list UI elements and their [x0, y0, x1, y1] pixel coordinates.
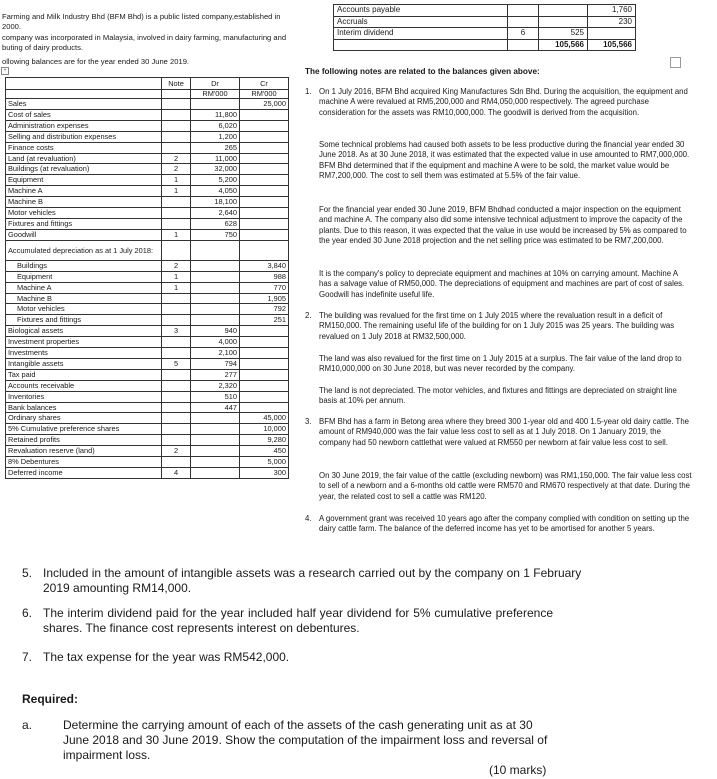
table-row — [6, 120, 289, 131]
table-row — [6, 315, 289, 326]
row-cr: 1,760 — [588, 5, 636, 17]
note-6-text: The interim dividend paid for the year included half year dividend for 5% cumulative preference shares. The finance cost represents interest on debentures. — [43, 606, 553, 635]
row-cr: 9,280 — [240, 435, 289, 446]
row-label: Selling and distribution expenses — [6, 131, 162, 142]
note-3-para-2: On 30 June 2019, the fair value of the cattle (excluding newborn) was RM1,150,000. The fair value less cost to sell of a newborn and a 6-months old cattle were RM570 and RM670 respectively at that date. During the year, the related cost to sell a cattle was RM120. — [319, 471, 692, 501]
total-dr: 105,566 — [539, 39, 588, 51]
row-label: Fixtures and fittings — [6, 315, 162, 326]
table-row — [6, 348, 289, 359]
row-label: Accounts receivable — [6, 380, 162, 391]
table-row — [6, 271, 289, 282]
row-dr: 628 — [191, 218, 240, 229]
row-label: Ordinary shares — [6, 413, 162, 424]
table-row — [6, 229, 289, 240]
required-heading: Required: — [22, 692, 79, 706]
table-row — [6, 99, 289, 110]
note-3-para-1: BFM Bhd has a farm in Betong area where they breed 300 1-year old and 400 1.5-year old dairy cattle. The amount of RM940,000 was the fair value less cost to sell as at 1 July 2018. On 1 January 2019, the company had 50 newborn cattlethat were valued at RM550 per newborn at fair value less cost to sell. — [319, 417, 689, 447]
row-label: Accruals — [334, 16, 508, 28]
row-note: 3 — [162, 326, 191, 337]
row-label: Investment properties — [6, 337, 162, 348]
note-1-para-1: On 1 July 2016, BFM Bhd acquired King Manufactures Sdn Bhd. During the acquisition, the equipment and machine A were revalued at RM5,200,000 and RM4,050,000 respectively. The agreed purchase consideration for the assets was RM10,000,000. The goodwill is derived from the acquisition. — [319, 87, 688, 117]
table-row — [6, 208, 289, 219]
note-header: Note — [162, 78, 191, 90]
row-note — [162, 413, 191, 424]
dr-header: Dr — [191, 78, 240, 90]
note-6-number: 6. — [22, 606, 33, 620]
row-label: Administration expenses — [6, 120, 162, 131]
note-1-para-4: It is the company's policy to depreciate equipment and machines at 10% on carrying amount. Machine A has a salvage value of RM50,000. The depreciations of equipment and machines are part of cost of sales. Goodwill has indefinite useful life. — [319, 269, 685, 299]
row-cr — [240, 348, 289, 359]
note-2-number: 2. — [305, 311, 312, 320]
row-cr — [240, 337, 289, 348]
row-label: Bank balances — [6, 402, 162, 413]
row-cr — [240, 186, 289, 197]
note-1-para-2: Some technical problems had caused both assets to be less productive during the financial year ended 30 June 2018. As at 30 June 2018, it was estimated that the expected value in use amounted to RM7,000,000. BFM Bhd determined that if the equipment and machine A were to be sold, the market value would be RM7,200,000. The cost to sell them was estimated at 5.5% of the fair value. — [319, 140, 690, 180]
note-3-number: 3. — [305, 417, 312, 426]
total-cr: 105,566 — [588, 39, 636, 51]
row-note — [162, 304, 191, 315]
row-note — [162, 348, 191, 359]
row-label: Machine B — [6, 197, 162, 208]
row-dr — [539, 16, 588, 28]
row-note — [162, 99, 191, 110]
row-cr — [240, 369, 289, 380]
row-label: Interim dividend — [334, 28, 508, 40]
row-dr — [539, 5, 588, 17]
row-note — [162, 208, 191, 219]
row-dr: 2,320 — [191, 380, 240, 391]
row-dr: 6,020 — [191, 120, 240, 131]
row-note — [162, 402, 191, 413]
notes-heading: The following notes are related to the balances given above: — [305, 67, 540, 76]
row-dr: 4,000 — [191, 337, 240, 348]
row-dr — [191, 424, 240, 435]
cr-unit: RM'000 — [240, 90, 289, 99]
table-row — [6, 391, 289, 402]
row-note — [162, 120, 191, 131]
row-label: Retained profits — [6, 435, 162, 446]
note-2-para-3: The land is not depreciated. The motor vehicles, and fixtures and fittings are depreciated on straight line basis at 10% per annum. — [319, 386, 677, 406]
row-label: Intangible assets — [6, 358, 162, 369]
row-note — [162, 142, 191, 153]
row-dr: 2,100 — [191, 348, 240, 359]
row-cr: 230 — [588, 16, 636, 28]
row-cr — [240, 164, 289, 175]
row-dr: 277 — [191, 369, 240, 380]
row-label: Sales — [6, 99, 162, 110]
row-label: Finance costs — [6, 142, 162, 153]
marks-label: (10 marks) — [489, 763, 547, 777]
row-note: 5 — [162, 358, 191, 369]
row-label: Goodwill — [6, 229, 162, 240]
note-5-text: Included in the amount of intangible assets was a research carried out by the company on 1 February 2019 amounting RM14,000. — [43, 566, 582, 595]
table-row — [6, 282, 289, 293]
row-note: 2 — [162, 446, 191, 457]
row-note: 1 — [162, 229, 191, 240]
row-cr — [240, 120, 289, 131]
row-cr: 10,000 — [240, 424, 289, 435]
row-dr: 11,000 — [191, 153, 240, 164]
row-dr — [191, 413, 240, 424]
table-row — [6, 218, 289, 229]
row-cr — [240, 402, 289, 413]
row-label: Machine A — [6, 186, 162, 197]
row-note: 4 — [162, 468, 191, 479]
row-label: Machine B — [6, 293, 162, 304]
row-note — [162, 424, 191, 435]
table-row — [6, 131, 289, 142]
row-label: Tax paid — [6, 369, 162, 380]
row-dr: 447 — [191, 402, 240, 413]
cr-header: Cr — [240, 78, 289, 90]
row-dr — [191, 315, 240, 326]
row-cr: 770 — [240, 282, 289, 293]
row-note — [162, 380, 191, 391]
row-dr — [191, 99, 240, 110]
row-cr — [240, 326, 289, 337]
row-cr — [240, 197, 289, 208]
row-cr: 1,905 — [240, 293, 289, 304]
row-note: 6 — [508, 28, 539, 40]
row-label: Equipment — [6, 271, 162, 282]
row-dr: 525 — [539, 28, 588, 40]
table-row — [6, 337, 289, 348]
row-dr — [191, 282, 240, 293]
table-row — [6, 175, 289, 186]
row-label: Biological assets — [6, 326, 162, 337]
row-cr — [588, 28, 636, 40]
note-7-number: 7. — [22, 650, 33, 664]
row-label: Fixtures and fittings — [6, 218, 162, 229]
row-dr: 1,200 — [191, 131, 240, 142]
row-note — [162, 369, 191, 380]
table-row — [6, 293, 289, 304]
note-4-para-1: A government grant was received 10 years ago after the company complied with condition on setting up the dairy cattle farm. The balance of the deferred income has yet to be amortised for another 5 years. — [319, 514, 690, 534]
note-1-number: 1. — [305, 87, 312, 96]
row-note — [162, 197, 191, 208]
row-label: Land (at revaluation) — [6, 153, 162, 164]
row-note — [162, 131, 191, 142]
row-label: Machine A — [6, 282, 162, 293]
table-row — [6, 424, 289, 435]
table-row — [6, 380, 289, 391]
question-a-text: Determine the carrying amount of each of the assets of the cash generating unit as at 30 June 2018 and 30 June 2019. Show the computation of the impairment loss and reversal of impairment loss. — [63, 718, 548, 762]
table-row — [6, 435, 289, 446]
row-note: 1 — [162, 271, 191, 282]
table-row — [6, 304, 289, 315]
row-label: Buildings (at revaluation) — [6, 164, 162, 175]
row-cr: 3,840 — [240, 260, 289, 271]
row-label: Equipment — [6, 175, 162, 186]
table-row — [6, 369, 289, 380]
table-row — [6, 142, 289, 153]
row-note — [162, 337, 191, 348]
row-dr — [191, 293, 240, 304]
row-dr: 940 — [191, 326, 240, 337]
note-4-number: 4. — [305, 514, 312, 523]
row-note — [162, 218, 191, 229]
row-label: Inventories — [6, 391, 162, 402]
row-note — [162, 315, 191, 326]
table-row — [6, 468, 289, 479]
intro-balances-line: ollowing balances are for the year ended 30 June 2019. — [2, 57, 190, 66]
row-label: 8% Debentures — [6, 457, 162, 468]
row-cr: 450 — [240, 446, 289, 457]
row-cr: 792 — [240, 304, 289, 315]
row-cr: 25,000 — [240, 99, 289, 110]
table-row — [6, 446, 289, 457]
row-label: Accounts payable — [334, 5, 508, 17]
row-cr — [240, 153, 289, 164]
note-7-text: The tax expense for the year was RM542,000. — [43, 650, 290, 664]
row-dr — [191, 240, 240, 260]
table-row — [6, 197, 289, 208]
row-note — [162, 391, 191, 402]
table-row — [334, 5, 636, 17]
row-cr — [240, 391, 289, 402]
row-dr: 11,800 — [191, 109, 240, 120]
table-row — [6, 402, 289, 413]
row-dr — [191, 468, 240, 479]
table-row — [6, 413, 289, 424]
table-row — [6, 260, 289, 271]
row-cr — [240, 142, 289, 153]
table-row — [6, 186, 289, 197]
row-dr: 32,000 — [191, 164, 240, 175]
row-dr — [191, 260, 240, 271]
row-dr: 5,200 — [191, 175, 240, 186]
row-cr: 988 — [240, 271, 289, 282]
row-cr: 251 — [240, 315, 289, 326]
row-note — [162, 109, 191, 120]
table-row — [6, 240, 289, 260]
row-label: Cost of sales — [6, 109, 162, 120]
table-header-row — [6, 78, 289, 90]
table-row — [334, 16, 636, 28]
question-a-label: a. — [22, 718, 33, 732]
row-note — [162, 435, 191, 446]
move-handle-icon[interactable]: + — [1, 67, 9, 75]
row-dr: 18,100 — [191, 197, 240, 208]
row-label: Investments — [6, 348, 162, 359]
row-label: Buildings — [6, 260, 162, 271]
table-row — [6, 164, 289, 175]
note-5-number: 5. — [22, 566, 33, 580]
row-label: Revaluation reserve (land) — [6, 446, 162, 457]
row-cr: 45,000 — [240, 413, 289, 424]
trial-balance-table — [5, 77, 289, 479]
row-label: Motor vehicles — [6, 208, 162, 219]
intro-text — [2, 12, 292, 54]
table-row — [6, 109, 289, 120]
row-dr — [191, 435, 240, 446]
row-note — [162, 457, 191, 468]
row-label: Accumulated depreciation as at 1 July 2018: — [6, 240, 162, 260]
table-row — [6, 153, 289, 164]
table-row — [6, 358, 289, 369]
row-label: Deferred income — [6, 468, 162, 479]
row-cr — [240, 109, 289, 120]
table-unit-row — [6, 90, 289, 99]
row-note — [162, 293, 191, 304]
row-note — [162, 240, 191, 260]
row-dr — [191, 446, 240, 457]
row-cr — [240, 380, 289, 391]
row-cr: 5,000 — [240, 457, 289, 468]
row-cr — [240, 229, 289, 240]
row-label: Motor vehicles — [6, 304, 162, 315]
checkbox-square[interactable] — [670, 57, 681, 68]
row-cr — [240, 218, 289, 229]
note-2-para-1: The building was revalued for the first time on 1 July 2015 where the revaluation result in a deficit of RM150,000. The remaining useful life of the building for on 1 July 2015 was 25 years. The building was revalued on 1 July 2018 at RM32,500,000. — [319, 311, 675, 341]
row-note: 2 — [162, 260, 191, 271]
row-cr — [240, 208, 289, 219]
row-note: 2 — [162, 164, 191, 175]
row-note: 2 — [162, 153, 191, 164]
row-note — [508, 16, 539, 28]
row-cr — [240, 131, 289, 142]
row-note: 1 — [162, 175, 191, 186]
intro-line-3: buting of dairy products. — [2, 43, 84, 53]
table-row — [6, 457, 289, 468]
table-row — [334, 28, 636, 40]
table-row — [6, 326, 289, 337]
row-dr: 265 — [191, 142, 240, 153]
row-dr — [191, 457, 240, 468]
row-cr: 300 — [240, 468, 289, 479]
dr-unit: RM'000 — [191, 90, 240, 99]
row-cr — [240, 175, 289, 186]
intro-line-1: Farming and Milk Industry Bhd (BFM Bhd) is a public listed company,established in 2000. — [2, 12, 281, 32]
intro-line-2: company was incorporated in Malaysia, involved in dairy farming, manufacturing and — [2, 32, 287, 42]
row-note — [508, 5, 539, 17]
row-dr — [191, 271, 240, 282]
row-dr: 4,050 — [191, 186, 240, 197]
row-dr: 794 — [191, 358, 240, 369]
note-1-para-3: For the financial year ended 30 June 2019, BFM Bhdhad conducted a major inspection on the equipment and machine A. The company also did some intensive technical adjustment to improve the capacity of the plants. Due to this reason, it was expected that the value in use would be increased by 5% as compared to the year ended 30 June 2018 projection and the net selling price was estimated to be RM7,200,000. — [319, 205, 687, 245]
row-note: 1 — [162, 186, 191, 197]
note-2-para-2: The land was also revalued for the first time on 1 July 2015 at a surplus. The fair value of the land drop to RM10,000,000 on 30 June 2018, but was never recorded by the company. — [319, 354, 682, 374]
row-label: 5% Cumulative preference shares — [6, 424, 162, 435]
continuation-table — [333, 4, 636, 51]
row-cr — [240, 358, 289, 369]
row-dr — [191, 304, 240, 315]
row-dr: 750 — [191, 229, 240, 240]
row-dr: 2,640 — [191, 208, 240, 219]
row-cr — [240, 240, 289, 260]
total-row — [334, 39, 636, 51]
row-dr: 510 — [191, 391, 240, 402]
row-note: 1 — [162, 282, 191, 293]
